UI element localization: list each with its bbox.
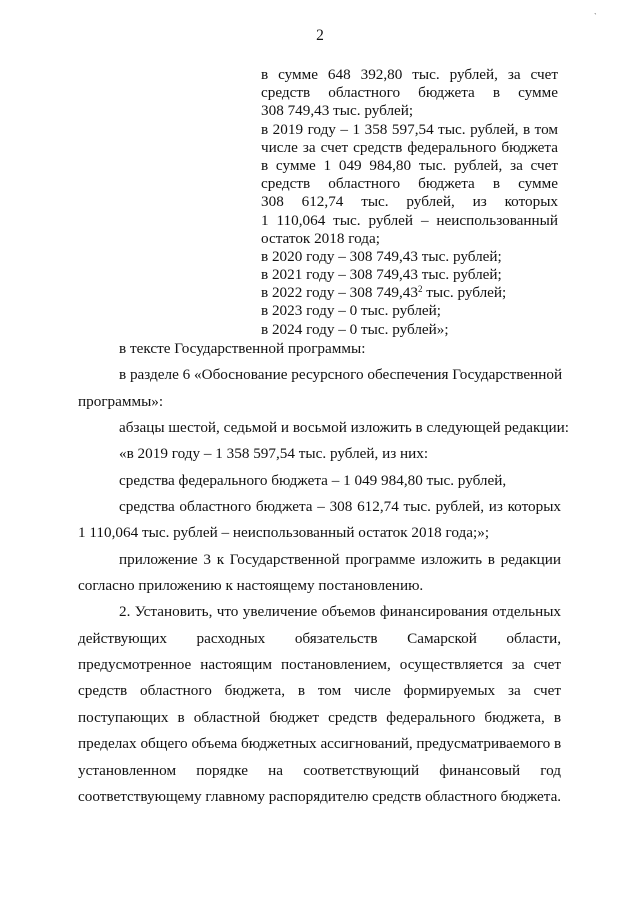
footnote-marker: 2: [418, 284, 423, 295]
schedule-line: в 2020 году – 308 749,43 тыс. рублей;: [261, 247, 502, 265]
schedule-line: в 2023 году – 0 тыс. рублей;: [261, 302, 442, 320]
schedule-line: остаток 2018 года;: [261, 229, 380, 247]
paragraph-line: 2. Установить, что увеличение объемов финансирования отдельных: [119, 603, 561, 621]
paragraph-line: средств областного бюджета, в том числе формируемых за счет: [78, 682, 561, 700]
paragraph-line: программы»:: [78, 392, 164, 410]
schedule-line: средств областного бюджета в сумме: [261, 175, 558, 193]
funding-schedule-block: [261, 66, 558, 339]
paragraph-line: в тексте Государственной программы:: [119, 340, 366, 357]
corner-scan-mark: `: [594, 12, 597, 21]
schedule-line: 308 612,74 тыс. рублей, из которых: [261, 193, 558, 211]
schedule-line-text: в 2022 году – 308 749,43: [261, 284, 418, 302]
paragraph-line: средства областного бюджета – 308 612,74 тыс. рублей, из которых: [119, 498, 561, 516]
schedule-line: в 2021 году – 308 749,43 тыс. рублей;: [261, 266, 502, 284]
schedule-line: в 2024 году – 0 тыс. рублей»;: [261, 320, 449, 338]
paragraph-line: приложение 3 к Государственной программе изложить в редакции: [119, 550, 561, 568]
schedule-line: числе за счет средств федерального бюджета: [261, 138, 558, 156]
paragraph-line: в разделе 6 «Обоснование ресурсного обеспечения Государственной: [119, 366, 563, 384]
schedule-line: 1 110,064 тыс. рублей – неиспользованный: [261, 211, 558, 229]
paragraph-line: абзацы шестой, седьмой и восьмой изложить в следующей редакции:: [119, 419, 569, 437]
paragraph-line: действующих расходных обязательств Самарской области,: [78, 629, 561, 647]
schedule-line: в сумме 648 392,80 тыс. рублей, за счет: [261, 66, 558, 83]
schedule-line: 308 749,43 тыс. рублей;: [261, 102, 414, 120]
paragraph-line: средства федерального бюджета – 1 049 984,80 тыс. рублей,: [119, 471, 507, 489]
amendment-body: [78, 336, 569, 810]
paragraph-line: предусмотренное настоящим постановлением, осуществляется за счет: [78, 656, 561, 674]
schedule-line: в 2019 году – 1 358 597,54 тыс. рублей, в том: [261, 120, 558, 138]
page-number: 2: [316, 27, 324, 44]
paragraph-line: установленном порядке на соответствующий финансовый год: [78, 761, 561, 779]
schedule-line: средств областного бюджета в сумме: [261, 84, 558, 102]
paragraph-line: 1 110,064 тыс. рублей – неиспользованный остаток 2018 года;»;: [78, 524, 490, 542]
paragraph-line: согласно приложению к настоящему постановлению.: [78, 577, 424, 595]
schedule-line: в сумме 1 049 984,80 тыс. рублей, за счет: [261, 156, 558, 174]
paragraph-line: соответствующему главному распорядителю средств областного бюджета.: [78, 787, 562, 805]
paragraph-line: «в 2019 году – 1 358 597,54 тыс. рублей, из них:: [119, 445, 429, 463]
paragraph-line: поступающих в областной бюджет средств федерального бюджета, в: [78, 708, 561, 726]
paragraph-line: пределах общего объема бюджетных ассигнований, предусматриваемого в: [78, 735, 562, 753]
schedule-line-with-footnote: [261, 284, 558, 302]
schedule-line-tail: тыс. рублей;: [422, 284, 507, 302]
